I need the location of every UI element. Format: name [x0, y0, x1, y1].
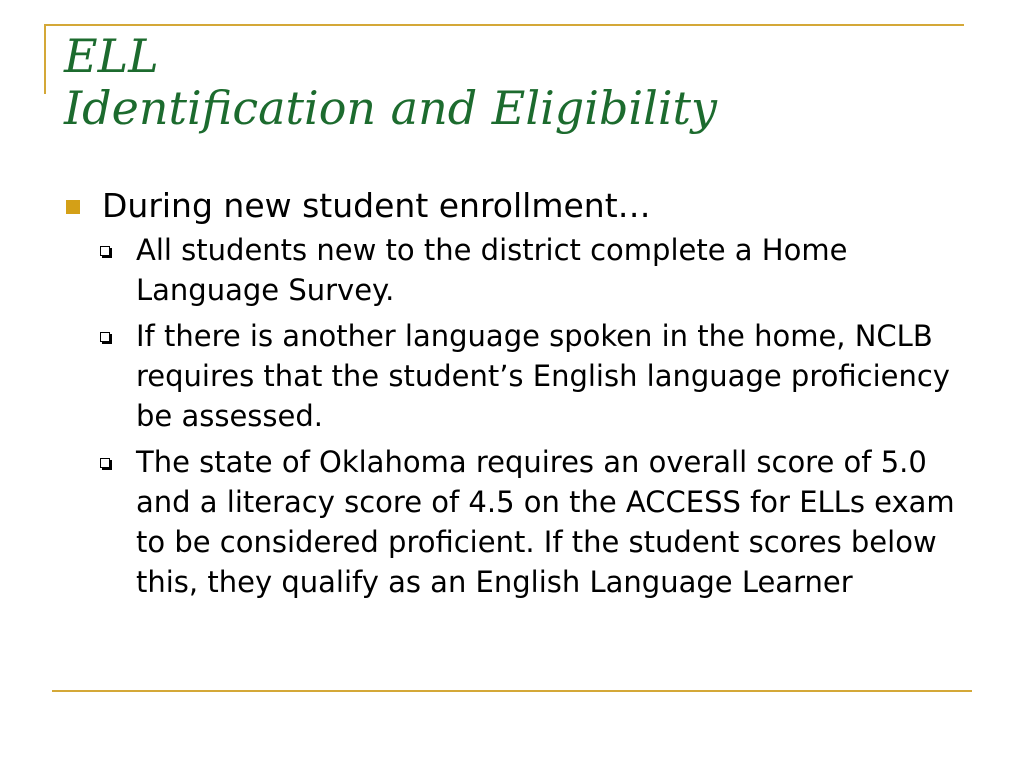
sub-bullet-1: [100, 230, 970, 310]
slide-content: [60, 186, 970, 608]
sub-bullet-text: All students new to the district complete a Home Language Survey.: [136, 233, 848, 307]
main-bullet-text: During new student enrollment…: [102, 186, 651, 225]
slide-title: [64, 30, 964, 134]
left-rule: [44, 24, 46, 94]
sub-bullet-2: [100, 316, 970, 436]
hollow-square-bullet-icon: [100, 458, 110, 468]
title-line-2: Identification and Eligibility: [64, 81, 718, 135]
hollow-square-bullet-icon: [100, 332, 110, 342]
hollow-square-bullet-icon: [100, 246, 110, 256]
square-bullet-icon: [66, 200, 80, 214]
bottom-rule: [52, 690, 972, 692]
sub-bullet-3: [100, 442, 970, 602]
sub-bullet-text: If there is another language spoken in the home, NCLB requires that the student’s English language proficiency be assessed.: [136, 319, 950, 433]
main-bullet: [60, 186, 970, 226]
sub-bullet-list: [100, 230, 970, 602]
title-line-1: ELL: [64, 29, 159, 83]
top-rule: [44, 24, 964, 26]
sub-bullet-text: The state of Oklahoma requires an overall score of 5.0 and a literacy score of 4.5 on the ACCESS for ELLs exam to be considered proficient. If the student scores below this, they qualify as an English Language Learner: [136, 445, 955, 599]
